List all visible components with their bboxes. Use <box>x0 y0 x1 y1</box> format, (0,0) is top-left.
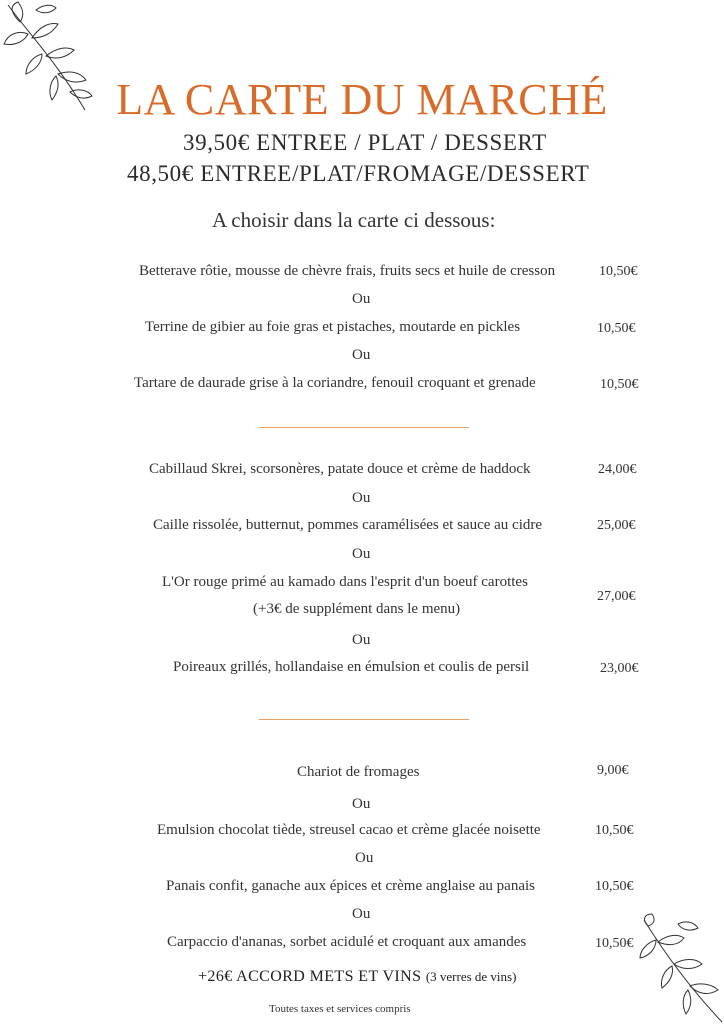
entree-item-name: Terrine de gibier au foie gras et pistaches, moutarde en pickles <box>145 319 521 335</box>
main-course-name: L'Or rouge primé au kamado dans l'esprit d'un boeuf carottes <box>162 574 528 590</box>
wine-pairing-offer <box>198 968 516 986</box>
or-separator: Ou <box>352 347 371 363</box>
or-separator: Ou <box>352 546 371 562</box>
main-course-name: Caille rissolée, butternut, pommes caramélisées et sauce au cidre <box>153 517 543 533</box>
dessert-item-price: 9,00€ <box>597 763 629 778</box>
main-course-price: 27,00€ <box>597 589 636 604</box>
main-course-note: (+3€ de supplément dans le menu) <box>253 601 461 617</box>
entree-item-price: 10,50€ <box>599 264 638 279</box>
entree-item-price: 10,50€ <box>600 377 639 392</box>
entree-item-name: Betterave rôtie, mousse de chèvre frais, fruits secs et huile de cresson <box>139 263 556 279</box>
section-divider <box>259 427 469 428</box>
or-separator: Ou <box>352 906 371 922</box>
formula-price-1: 39,50€ ENTREE / PLAT / DESSERT <box>183 130 547 155</box>
section-divider <box>259 719 469 720</box>
wine-pairing-label: +26€ ACCORD METS ET VINS <box>198 968 422 985</box>
entree-item-name: Tartare de daurade grise à la coriandre, fenouil croquant et grenade <box>134 375 536 391</box>
taxes-footnote: Toutes taxes et services compris <box>269 1003 411 1015</box>
or-separator: Ou <box>352 796 371 812</box>
or-separator: Ou <box>352 632 371 648</box>
dessert-item-price: 10,50€ <box>595 823 634 838</box>
or-separator: Ou <box>352 490 371 506</box>
leaf-branch-bottom-right-icon <box>634 912 724 1024</box>
entree-item-price: 10,50€ <box>597 321 636 336</box>
dessert-item-price: 10,50€ <box>595 936 634 951</box>
wine-pairing-detail: (3 verres de vins) <box>425 969 517 984</box>
main-course-price: 25,00€ <box>597 518 636 533</box>
dessert-item-name: Carpaccio d'ananas, sorbet acidulé et croquant aux amandes <box>167 934 527 950</box>
main-course-name: Poireaux grillés, hollandaise en émulsion et coulis de persil <box>173 659 530 675</box>
menu-subtitle: A choisir dans la carte ci dessous: <box>212 208 496 232</box>
dessert-item-name: Panais confit, ganache aux épices et crème anglaise au panais <box>166 878 536 894</box>
dessert-item-name: Chariot de fromages <box>297 764 420 780</box>
dessert-item-price: 10,50€ <box>595 879 634 894</box>
formula-price-2: 48,50€ ENTREE/PLAT/FROMAGE/DESSERT <box>127 161 590 186</box>
dessert-item-name: Emulsion chocolat tiède, streusel cacao et crème glacée noisette <box>157 822 541 838</box>
menu-title: LA CARTE DU MARCHÉ <box>116 75 608 124</box>
or-separator: Ou <box>355 850 374 866</box>
or-separator: Ou <box>352 291 371 307</box>
main-course-name: Cabillaud Skrei, scorsonères, patate douce et crème de haddock <box>149 461 531 477</box>
main-course-price: 24,00€ <box>598 462 637 477</box>
main-course-price: 23,00€ <box>600 661 639 676</box>
